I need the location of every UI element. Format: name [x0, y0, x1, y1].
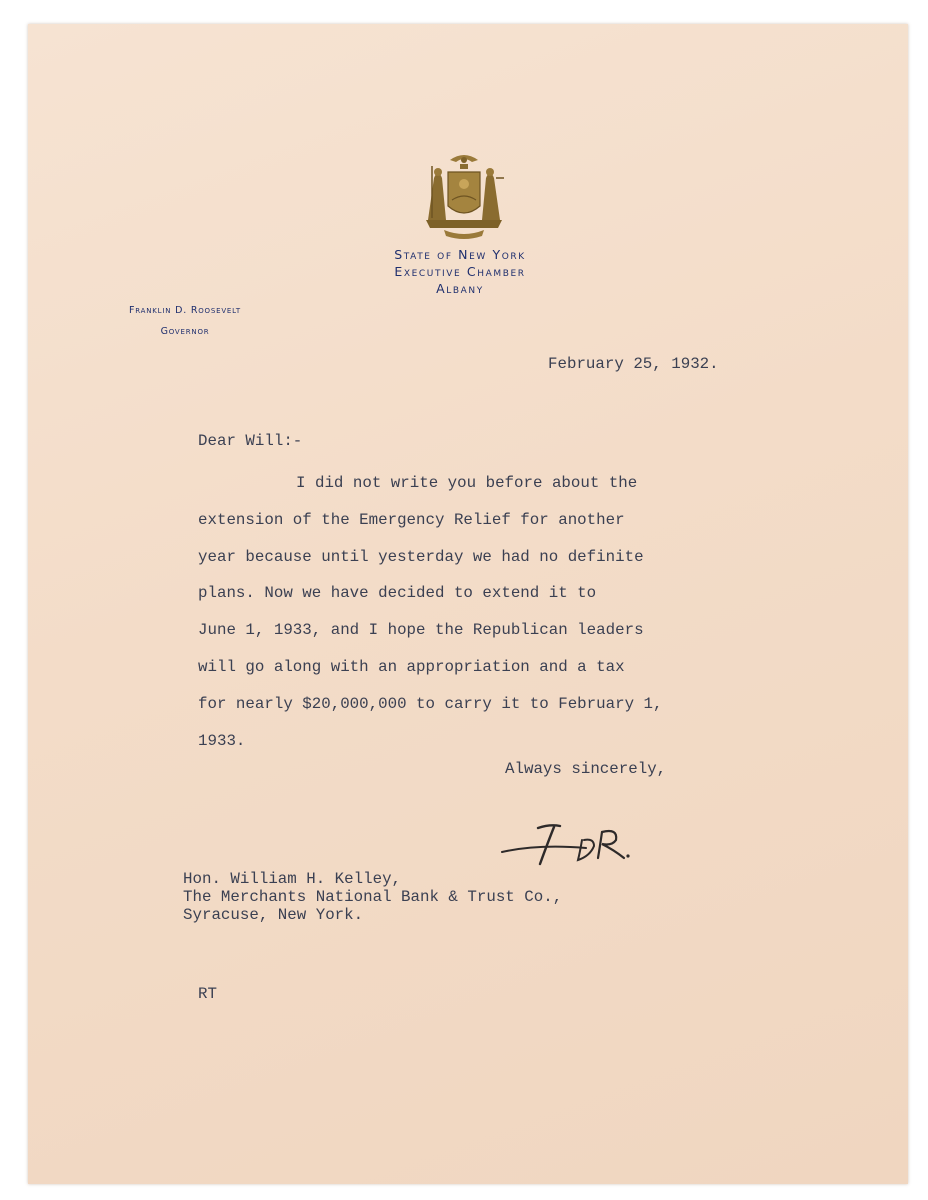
new-york-state-seal-icon: [420, 148, 508, 240]
governor-name: Franklin D. Roosevelt: [129, 305, 241, 316]
body-line: I did not write you before about the: [296, 474, 638, 492]
closing: Always sincerely,: [505, 760, 667, 778]
salutation: Dear Will:-: [198, 432, 303, 450]
handwritten-signature: [498, 812, 638, 872]
recipient-name: Hon. William H. Kelley,: [183, 870, 402, 888]
recipient-company: The Merchants National Bank & Trust Co.,: [183, 888, 563, 906]
body-line: extension of the Emergency Relief for another: [198, 510, 625, 529]
letter-body: [198, 465, 663, 759]
typist-initials: RT: [198, 985, 217, 1003]
body-line: June 1, 1933, and I hope the Republican leaders: [198, 621, 644, 640]
body-line: will go along with an appropriation and a tax: [198, 657, 625, 676]
governor-block: [100, 300, 270, 342]
body-line: for nearly $20,000,000 to carry it to February 1,: [198, 694, 663, 713]
letterhead: [340, 246, 580, 297]
body-line: 1933.: [198, 731, 246, 750]
recipient-city: Syracuse, New York.: [183, 906, 364, 924]
body-line: year because until yesterday we had no definite: [198, 547, 644, 566]
body-line: plans. Now we have decided to extend it to: [198, 584, 597, 603]
governor-title: Governor: [160, 326, 210, 337]
recipient-address: [183, 870, 562, 924]
letterhead-city: Albany: [436, 281, 484, 296]
letterhead-chamber: Executive Chamber: [394, 264, 526, 279]
letter-date: February 25, 1932.: [548, 355, 719, 373]
letterhead-state: State of New York: [394, 247, 526, 262]
